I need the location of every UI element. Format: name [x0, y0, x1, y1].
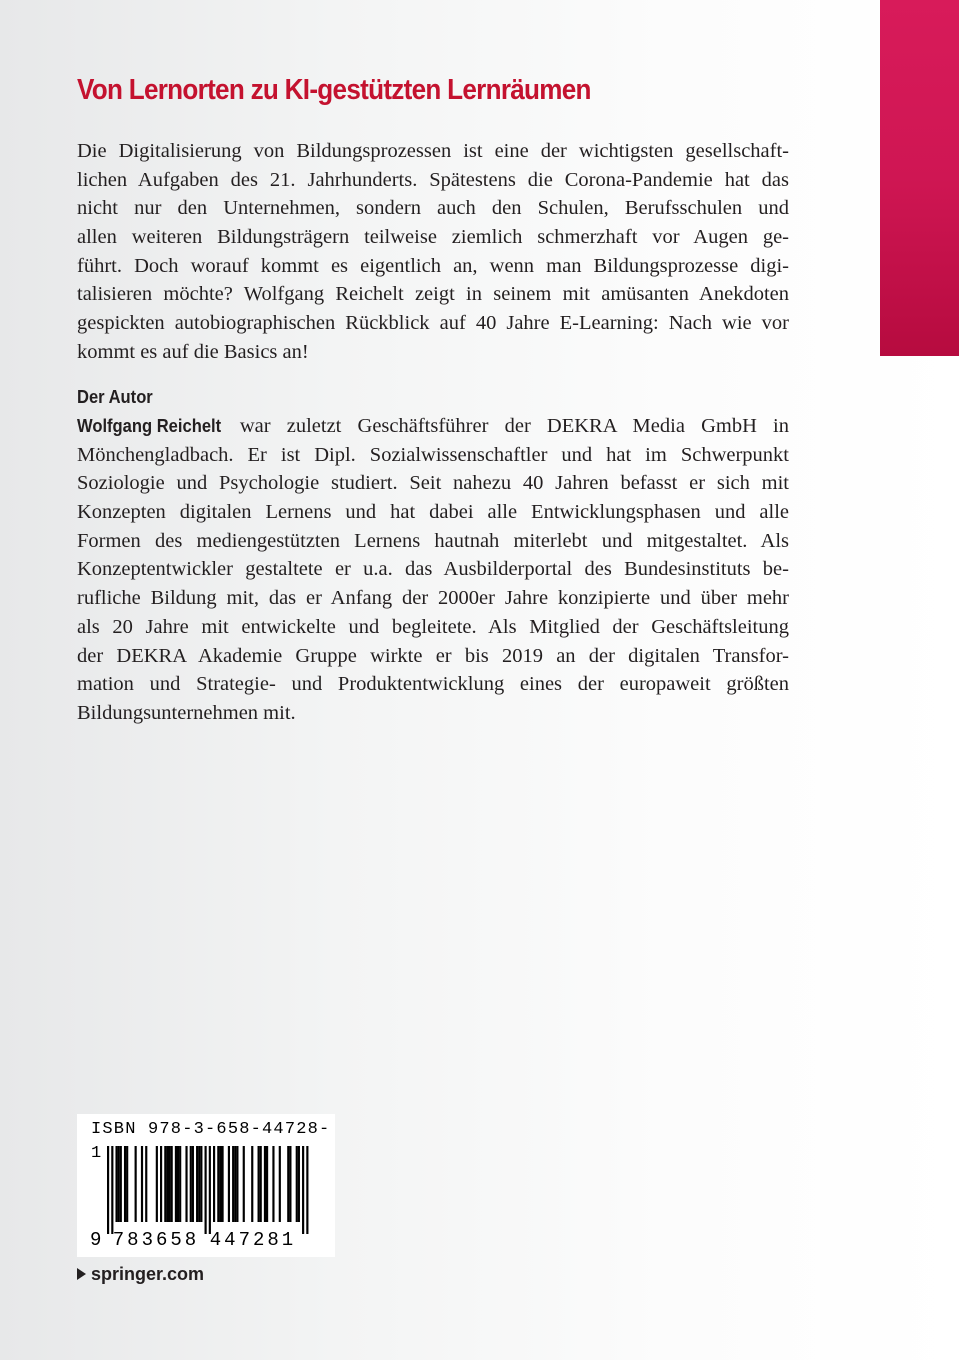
book-title: Von Lernorten zu KI-gestützten Lernräumen: [77, 74, 591, 106]
blurb-line: gespickten autobiographischen Rückblick auf 40 Jahre E-Learning: Nach wie vor: [77, 312, 789, 335]
ean-right-digits: 447281: [209, 1229, 297, 1251]
author-bio-line: Mönchengladbach. Er ist Dipl. Sozialwissenschaftler und hat im Schwerpunkt: [77, 443, 789, 466]
barcode-bar: [287, 1146, 289, 1222]
barcode-bar: [145, 1146, 147, 1222]
barcode-bar: [168, 1146, 170, 1222]
barcode-bar: [166, 1146, 168, 1222]
barcode-bar: [118, 1146, 120, 1222]
barcode-bar: [124, 1146, 126, 1222]
barcode-guard-bar: [107, 1146, 109, 1234]
barcode-bar: [296, 1146, 298, 1222]
isbn-label: ISBN 978-3-658-44728-1: [91, 1120, 331, 1163]
blurb-line: führt. Doch worauf kommt es eigentlich an, wenn man Bildungsprozesse digi-: [77, 254, 789, 277]
barcode-bar: [175, 1146, 177, 1222]
barcode-bar: [160, 1146, 162, 1222]
barcode-bar: [115, 1146, 117, 1222]
author-bio-line: als 20 Jahre mit entwickelte und begleitete. Als Mitglied der Geschäftsleitung: [77, 615, 789, 638]
barcode-bar: [228, 1146, 230, 1222]
barcode-bar: [243, 1146, 245, 1222]
barcode-guard-bar: [302, 1146, 304, 1234]
barcode-bar: [279, 1146, 281, 1222]
barcode-bar: [185, 1146, 187, 1222]
barcode-bar: [200, 1146, 202, 1222]
blurb-line: nicht nur den Unternehmen, sondern auch den Schulen, Berufsschulen und: [77, 197, 789, 220]
isbn-barcode: [77, 1114, 335, 1257]
barcode-guard-bar: [111, 1146, 113, 1234]
barcode-bar: [217, 1146, 219, 1222]
author-bio-line: Soziologie und Psychologie studiert. Seit nahezu 40 Jahren befasst er sich mit: [77, 472, 789, 495]
accent-color-bar: [880, 0, 959, 356]
barcode-bar: [192, 1146, 194, 1222]
author-bio-first-line-text: war zuletzt Geschäftsführer der DEKRA Media GmbH in: [223, 415, 789, 437]
barcode-bar: [156, 1146, 158, 1222]
barcode-bar: [221, 1146, 223, 1222]
barcode-guard-bar: [205, 1146, 207, 1234]
springer-url: springer.com: [91, 1264, 205, 1284]
barcode-bar: [213, 1146, 215, 1222]
barcode-bar: [251, 1146, 253, 1222]
author-bio-line: Bildungsunternehmen mit.: [77, 701, 296, 724]
author-heading: Der Autor: [77, 387, 153, 407]
barcode-bar: [198, 1146, 200, 1222]
blurb-line: talisieren möchte? Wolfgang Reichelt zeigt in seinem mit amüsanten Anekdoten: [77, 283, 789, 306]
barcode-bar: [141, 1146, 143, 1222]
barcode-bar: [171, 1146, 173, 1222]
author-bio-line: mation und Strategie- und Produktentwicklung eines der europaweit größten: [77, 673, 789, 696]
author-bio-line: Konzepten digitalen Lernens und hat dabei alle Entwicklungsphasen und alle: [77, 501, 789, 524]
author-bio-line: rufliche Bildung mit, das er Anfang der 2000er Jahre konzipierte und über mehr: [77, 587, 789, 610]
author-bio: [77, 412, 789, 728]
barcode-bar: [298, 1146, 300, 1222]
barcode-bar: [190, 1146, 192, 1222]
barcode-bar: [126, 1146, 128, 1222]
blurb-line: lichen Aufgaben des 21. Jahrhunderts. Spätestens die Corona-Pandemie hat das: [77, 168, 789, 191]
barcode-bar: [258, 1146, 260, 1222]
author-name: Wolfgang Reichelt: [77, 416, 222, 436]
blurb-line: kommt es auf die Basics an!: [77, 340, 309, 363]
author-bio-first-line: [77, 412, 789, 441]
barcode-bar: [219, 1146, 221, 1222]
blurb-text: [77, 137, 789, 367]
barcode-bar: [236, 1146, 238, 1222]
blurb-line: allen weiteren Bildungsträgern teilweise ziemlich schmerzhaft vor Augen ge-: [77, 226, 789, 249]
barcode-bar: [272, 1146, 274, 1222]
barcode-guard-bar: [306, 1146, 308, 1234]
ean-left-digits: 783658: [112, 1229, 200, 1251]
barcode-bar: [177, 1146, 179, 1222]
triangle-right-icon: [77, 1268, 86, 1280]
barcode-guard-bar: [209, 1146, 211, 1234]
springer-link[interactable]: [77, 1262, 204, 1286]
barcode-bar: [234, 1146, 236, 1222]
barcode-bar: [260, 1146, 262, 1222]
author-bio-line: Formen des mediengestützten Lernens hautnah miterlebt und mitgestaltet. Als: [77, 529, 789, 552]
author-bio-line: Konzeptentwickler gestaltete er u.a. das Ausbilderportal des Bundesinstituts be-: [77, 558, 789, 581]
barcode-bar: [135, 1146, 137, 1222]
barcode-bar: [264, 1146, 266, 1222]
barcode-bar: [164, 1146, 166, 1222]
ean-first-digit: 9: [90, 1229, 102, 1251]
barcode-bar: [289, 1146, 291, 1222]
barcode-bar: [179, 1146, 181, 1222]
author-bio-line: der DEKRA Akademie Gruppe wirkte er bis 2019 an der digitalen Transfor-: [77, 644, 789, 667]
barcode-bar: [196, 1146, 198, 1222]
barcode-bar: [232, 1146, 234, 1222]
blurb-line: Die Digitalisierung von Bildungsprozessen ist eine der wichtigsten gesellschaft-: [77, 140, 789, 162]
barcode-bar: [120, 1146, 122, 1222]
barcode-bar: [266, 1146, 268, 1222]
